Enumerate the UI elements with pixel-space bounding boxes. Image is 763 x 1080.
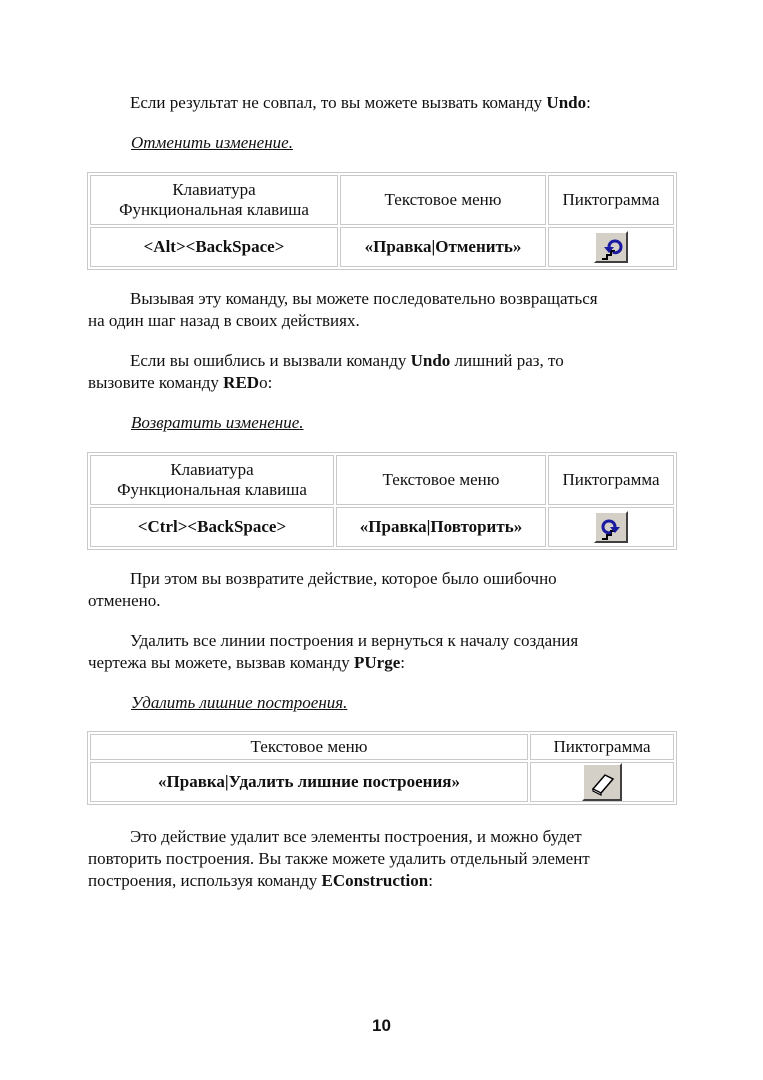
paragraph-undo-intro: Если результат не совпал, то вы можете вызвать команду Undo: xyxy=(130,93,591,112)
paragraph-purge-intro: Удалить все линии построения и вернуться к началу создания чертежа вы можете, вызвав команду PUrge: xyxy=(88,631,579,672)
header-text-menu: Текстовое меню xyxy=(336,455,546,505)
menu-path: «Правка|Удалить лишние построения» xyxy=(90,762,528,802)
icon-cell xyxy=(548,227,674,267)
header-keyboard: Клавиатура Функциональная клавиша xyxy=(90,175,338,225)
header-icon: Пиктограмма xyxy=(530,734,674,760)
command-purge: PUrge xyxy=(354,653,401,672)
paragraph-redo-intro: Если вы ошиблись и вызвали команду Undo лишний раз, то вызовите команду REDo: xyxy=(88,351,564,392)
shortcut-keys: <Ctrl><BackSpace> xyxy=(90,507,334,547)
command-econstruction: EConstruction xyxy=(321,871,429,890)
paragraph-undo-desc: Вызывая эту команду, вы можете последовательно возвращаться на один шаг назад в своих действиях. xyxy=(88,289,598,330)
command-undo: Undo xyxy=(410,351,451,370)
menu-path: «Правка|Отменить» xyxy=(340,227,546,267)
caption-undo: Отменить изменение. xyxy=(131,133,293,152)
eraser-icon[interactable] xyxy=(582,763,622,801)
icon-cell xyxy=(548,507,674,547)
command-redo: RED xyxy=(223,373,260,392)
undo-command-table xyxy=(87,172,677,270)
command-undo: Undo xyxy=(546,93,587,112)
redo-icon[interactable] xyxy=(594,511,628,543)
header-keyboard: Клавиатура Функциональная клавиша xyxy=(90,455,334,505)
header-icon: Пиктограмма xyxy=(548,455,674,505)
page-number: 10 xyxy=(372,1016,391,1035)
purge-command-table xyxy=(87,731,677,805)
redo-command-table xyxy=(87,452,677,550)
paragraph-redo-desc: При этом вы возвратите действие, которое было ошибочно отменено. xyxy=(88,569,557,610)
icon-cell xyxy=(530,762,674,802)
menu-path: «Правка|Повторить» xyxy=(336,507,546,547)
shortcut-keys: <Alt><BackSpace> xyxy=(90,227,338,267)
header-icon: Пиктограмма xyxy=(548,175,674,225)
header-text-menu: Текстовое меню xyxy=(340,175,546,225)
caption-redo: Возвратить изменение. xyxy=(131,413,304,432)
header-text-menu: Текстовое меню xyxy=(90,734,528,760)
paragraph-purge-desc: Это действие удалит все элементы построения, и можно будет повторить построения. Вы также можете удалить отдельный элемент построения, используя команду EConstruction: xyxy=(88,827,590,890)
caption-purge: Удалить лишние построения. xyxy=(131,693,348,712)
undo-icon[interactable] xyxy=(594,231,628,263)
